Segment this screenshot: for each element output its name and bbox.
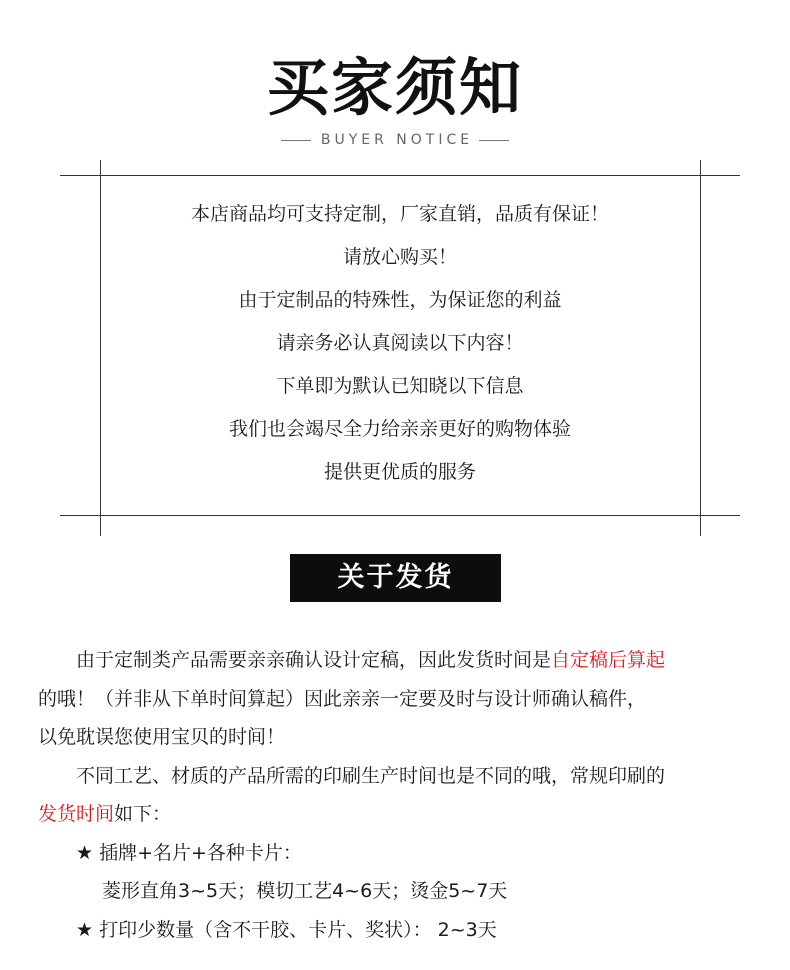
notice-line: 请放心购买！ <box>342 246 457 268</box>
para1-highlight: 自定稿后算起 <box>551 649 666 671</box>
notice-line: 由于定制品的特殊性，为保证您的利益 <box>238 289 562 311</box>
shipping-paragraph-2-line-1: 不同工艺、材质的产品所需的印刷生产时间也是不同的哦，常规印刷的 <box>76 764 666 787</box>
notice-line: 请亲务必认真阅读以下内容！ <box>276 332 524 354</box>
frame-top-rule <box>60 175 740 176</box>
list-item-small-print: ★ 打印少数量（含不干胶、卡片、奖状）： 2~3天 <box>76 918 497 941</box>
list-item-cards-detail: 菱形直角3~5天；模切工艺4~6天；烫金5~7天 <box>102 880 508 902</box>
subtitle-text: BUYER NOTICE <box>320 132 474 148</box>
shipping-paragraph-1-line-3: 以免耽误您使用宝贝的时间！ <box>38 726 286 748</box>
section-title-shipping: 关于发货 <box>290 554 501 602</box>
notice-line: 下单即为默认已知晓以下信息 <box>276 375 524 397</box>
notice-line: 提供更优质的服务 <box>323 461 476 483</box>
notice-line: 我们也会竭尽全力给亲亲更好的购物体验 <box>228 418 571 440</box>
subtitle-left-rule <box>281 140 311 141</box>
list-item-cards: ★ 插牌+名片+各种卡片： <box>76 841 302 864</box>
page-title: 买家须知 <box>266 51 523 124</box>
frame-right-rule <box>700 160 701 536</box>
notice-box <box>101 193 699 494</box>
para1-text: 由于定制类产品需要亲亲确认设计定稿，因此发货时间是 <box>76 649 552 671</box>
notice-line: 本店商品均可支持定制，厂家直销，品质有保证！ <box>190 203 609 225</box>
shipping-paragraph-1-line-1 <box>38 641 768 680</box>
shipping-details <box>38 641 768 949</box>
shipping-paragraph-2-line-2 <box>38 795 768 834</box>
shipping-paragraph-1-line-2: 的哦！（并非从下单时间算起）因此亲亲一定要及时与设计师确认稿件， <box>38 687 647 710</box>
para2-highlight: 发货时间 <box>38 803 115 825</box>
subtitle-row <box>0 130 790 150</box>
frame-bottom-rule <box>60 515 740 516</box>
para2-suffix: 如下： <box>114 803 172 825</box>
subtitle-right-rule <box>479 140 509 141</box>
